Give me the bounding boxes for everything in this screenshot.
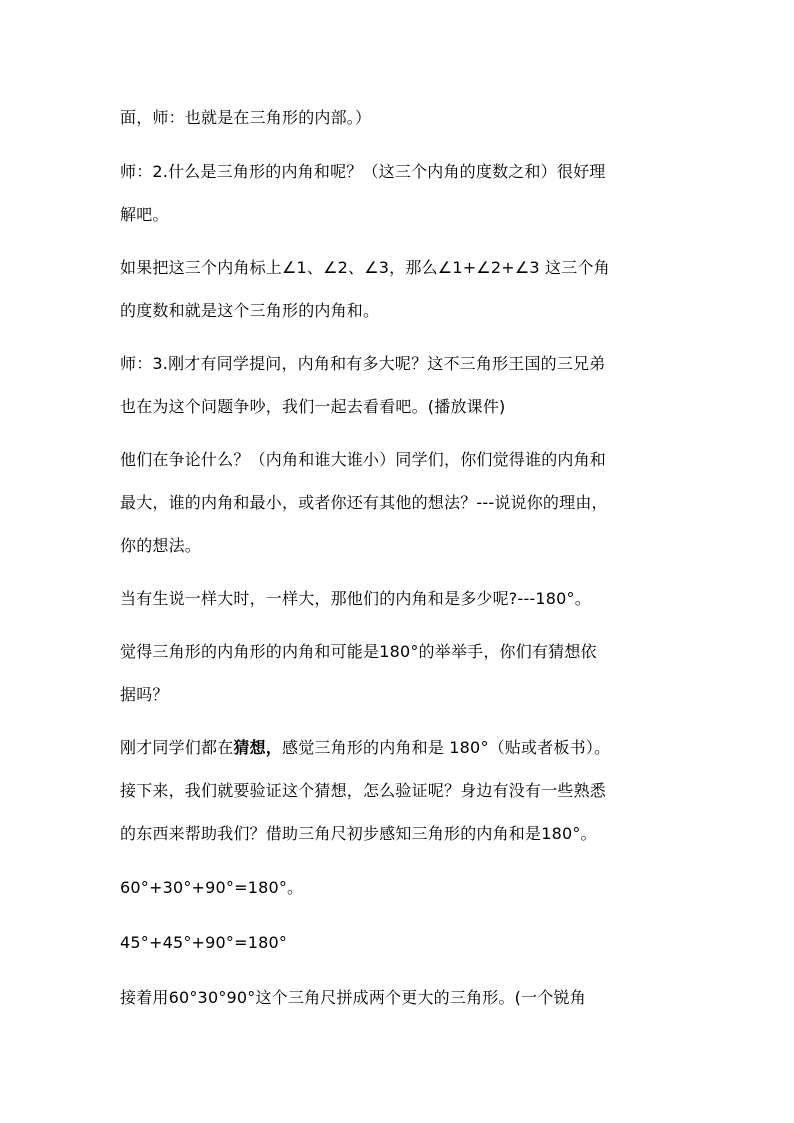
- text-line: 60°+30°+90°=180°。: [120, 878, 304, 897]
- text-line-with-emphasis: [120, 738, 680, 758]
- text-line: 的度数和就是这个三角形的内角和。: [120, 301, 380, 320]
- text-line: 当有生说一样大时，一样大，那他们的内角和是多少呢?---180°。: [120, 589, 591, 608]
- text-line: 你的想法。: [120, 536, 202, 555]
- text-line: 师：2.什么是三角形的内角和呢？（这三个内角的度数之和）很好理: [120, 162, 606, 181]
- text-line: 如果把这三个内角标上∠1、∠2、∠3，那么∠1+∠2+∠3 这三个角: [120, 258, 610, 277]
- text-run: 感觉三角形的内角和是 180°（贴或者板书）。: [282, 738, 611, 757]
- text-line: 也在为这个问题争吵，我们一起去看看吧。(播放课件): [120, 397, 506, 416]
- text-line: 接下来，我们就要验证这个猜想，怎么验证呢？身边有没有一些熟悉: [120, 781, 607, 800]
- text-line: 的东西来帮助我们？借助三角尺初步感知三角形的内角和是180°。: [120, 824, 597, 843]
- text-line: 45°+45°+90°=180°: [120, 933, 288, 952]
- text-line: 最大，谁的内角和最小，或者你还有其他的想法？---说说你的理由，: [120, 493, 608, 512]
- text-run: 刚才同学们都在: [120, 738, 234, 757]
- text-line: 面，师：也就是在三角形的内部。）: [120, 108, 372, 127]
- text-line: 师：3.刚才有同学提问，内角和有多大呢？这不三角形王国的三兄弟: [120, 354, 606, 373]
- text-line: 解吧。: [120, 205, 169, 224]
- text-line: 据吗？: [120, 685, 169, 704]
- emphasis-text: 猜想，: [233, 738, 283, 757]
- text-line: 他们在争论什么？（内角和谁大谁小）同学们，你们觉得谁的内角和: [120, 450, 607, 469]
- text-line: 接着用60°30°90°这个三角尺拼成两个更大的三角形。(一个锐角: [120, 988, 586, 1007]
- text-line: 觉得三角形的内角形的内角和可能是180°的举举手，你们有猜想依: [120, 642, 597, 661]
